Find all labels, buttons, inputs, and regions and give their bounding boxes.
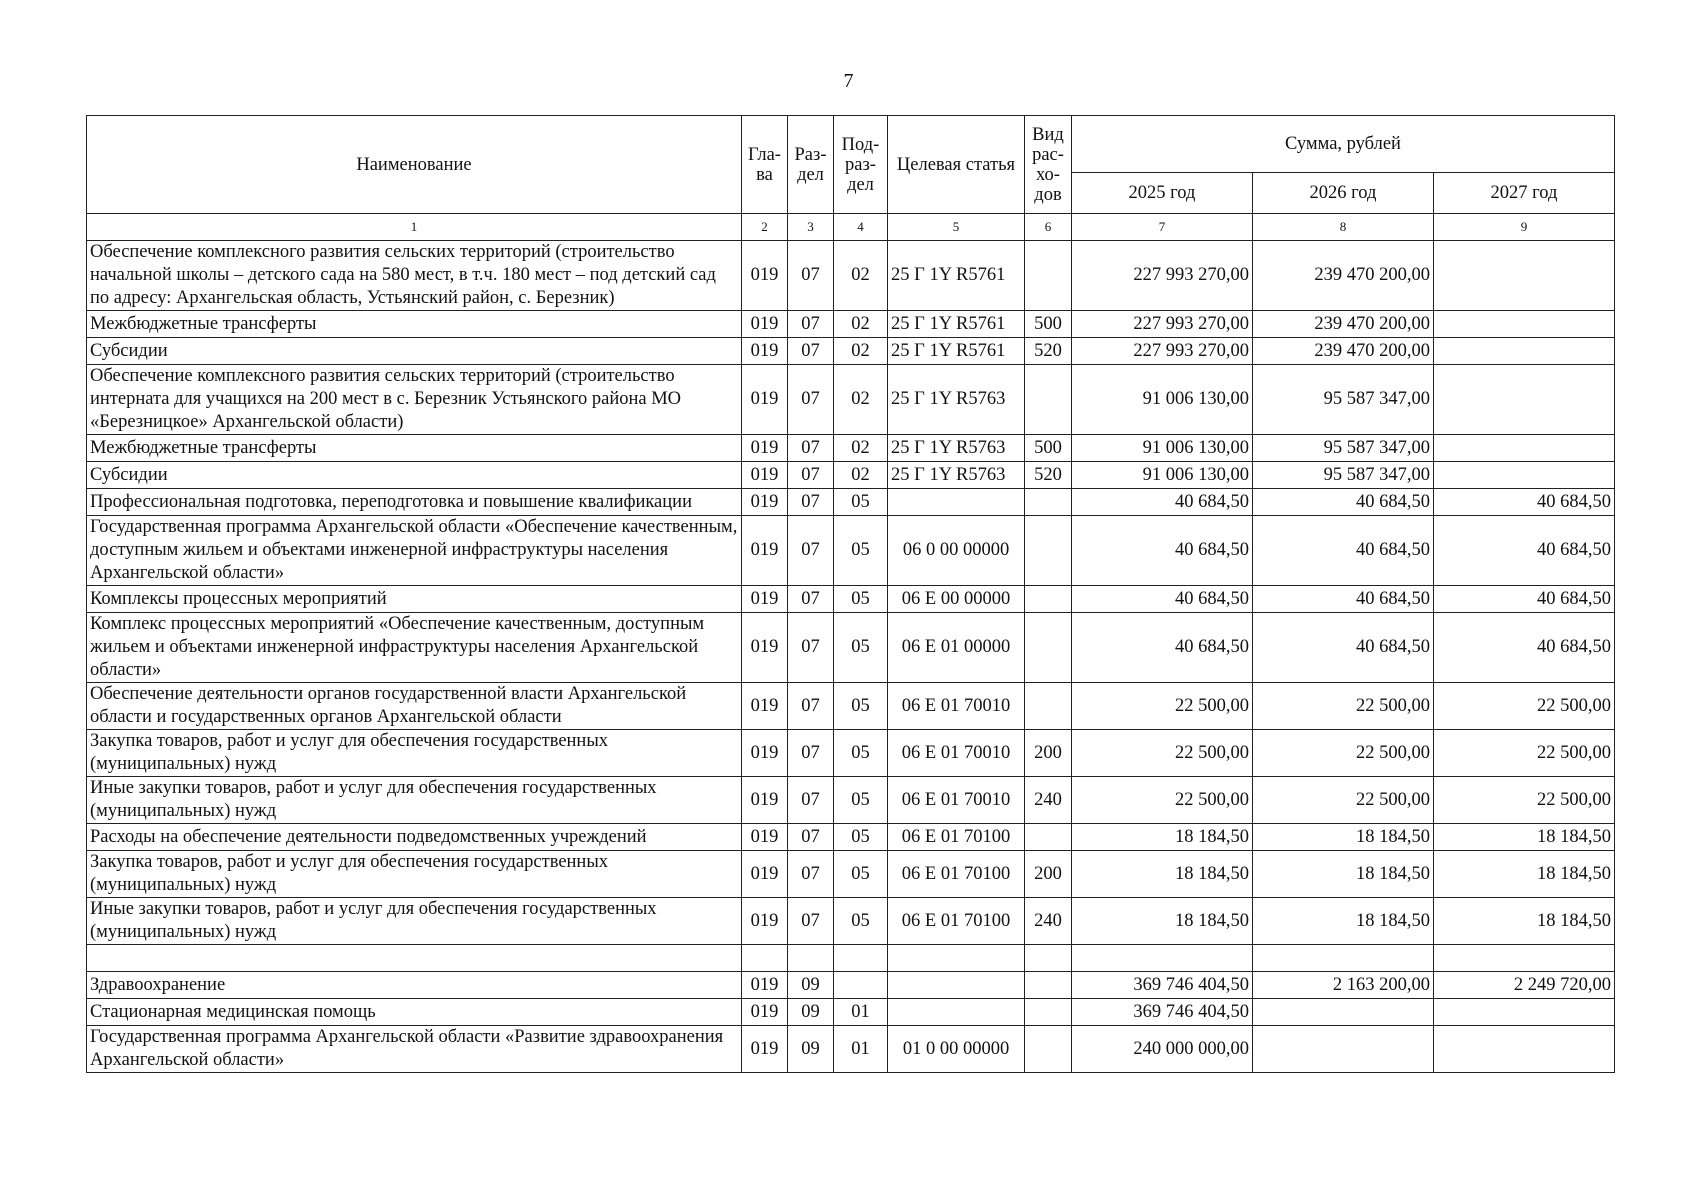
cell-sum-2026: 40 684,50 [1253,489,1434,516]
cell-chapter: 019 [742,462,788,489]
cell-section: 07 [788,462,834,489]
cell-sum-2027 [1434,311,1615,338]
cell-section: 09 [788,999,834,1026]
cell-sum-2027 [1434,999,1615,1026]
cell-sum-2026: 40 684,50 [1253,613,1434,683]
table-row [87,999,1615,1026]
table-row [87,613,1615,683]
header-section: Раз-дел [788,116,834,214]
cell-subsection: 01 [834,1026,888,1073]
cell-sum-2027: 18 184,50 [1434,898,1615,945]
cell-sum-2025: 91 006 130,00 [1072,462,1253,489]
cell-name: Стационарная медицинская помощь [87,999,742,1026]
cell-chapter: 019 [742,338,788,365]
cell-target-article: 06 Е 01 70100 [888,824,1025,851]
cell-sum-2025: 91 006 130,00 [1072,435,1253,462]
table-row [87,730,1615,777]
cell-sum-2025: 240 000 000,00 [1072,1026,1253,1073]
cell-sum-2027 [1434,241,1615,311]
cell-expense-type: 500 [1025,311,1072,338]
cell-sum-2025: 18 184,50 [1072,824,1253,851]
cell-section: 07 [788,683,834,730]
cell-section: 07 [788,489,834,516]
cell-expense-type [1025,489,1072,516]
cell-expense-type [1025,613,1072,683]
header-year-2025: 2025 год [1072,173,1253,214]
cell-target-article [888,489,1025,516]
cell-sum-2026: 18 184,50 [1253,898,1434,945]
cell-expense-type [1025,945,1072,972]
cell-target-article: 06 Е 01 70100 [888,851,1025,898]
cell-chapter: 019 [742,999,788,1026]
cell-sum-2026: 95 587 347,00 [1253,365,1434,435]
cell-sum-2026: 18 184,50 [1253,824,1434,851]
cell-expense-type [1025,365,1072,435]
cell-sum-2027: 22 500,00 [1434,777,1615,824]
cell-expense-type [1025,824,1072,851]
cell-sum-2027 [1434,462,1615,489]
cell-sum-2026 [1253,945,1434,972]
cell-name: Закупка товаров, работ и услуг для обеспечения государственных (муниципальных) нужд [87,730,742,777]
cell-sum-2027 [1434,1026,1615,1073]
cell-target-article: 25 Г 1Y R5763 [888,462,1025,489]
column-number: 3 [788,214,834,241]
budget-table [86,115,1615,1073]
table-row [87,898,1615,945]
header-expense-type: Вид рас-хо-дов [1025,116,1072,214]
cell-name: Здравоохранение [87,972,742,999]
cell-sum-2025: 40 684,50 [1072,489,1253,516]
cell-subsection: 02 [834,462,888,489]
cell-sum-2025: 369 746 404,50 [1072,999,1253,1026]
cell-sum-2026: 40 684,50 [1253,516,1434,586]
table-row [87,365,1615,435]
cell-sum-2026: 18 184,50 [1253,851,1434,898]
cell-section: 07 [788,338,834,365]
cell-sum-2025: 22 500,00 [1072,683,1253,730]
cell-sum-2026: 95 587 347,00 [1253,435,1434,462]
cell-chapter: 019 [742,613,788,683]
cell-section: 07 [788,435,834,462]
column-number: 4 [834,214,888,241]
cell-subsection [834,972,888,999]
cell-sum-2025: 369 746 404,50 [1072,972,1253,999]
cell-sum-2026: 40 684,50 [1253,586,1434,613]
cell-section: 07 [788,851,834,898]
cell-sum-2027 [1434,365,1615,435]
cell-chapter: 019 [742,898,788,945]
cell-sum-2025: 18 184,50 [1072,851,1253,898]
cell-name: Иные закупки товаров, работ и услуг для обеспечения государственных (муниципальных) нужд [87,777,742,824]
cell-subsection: 02 [834,241,888,311]
cell-expense-type: 200 [1025,851,1072,898]
cell-sum-2027 [1434,338,1615,365]
cell-expense-type: 200 [1025,730,1072,777]
cell-sum-2027: 22 500,00 [1434,683,1615,730]
cell-expense-type: 500 [1025,435,1072,462]
cell-target-article [888,999,1025,1026]
cell-subsection: 05 [834,516,888,586]
cell-sum-2026: 239 470 200,00 [1253,338,1434,365]
cell-section: 07 [788,365,834,435]
header-sum: Сумма, рублей [1072,116,1615,173]
cell-subsection: 02 [834,311,888,338]
cell-section: 07 [788,516,834,586]
cell-chapter: 019 [742,241,788,311]
cell-chapter: 019 [742,972,788,999]
cell-chapter: 019 [742,683,788,730]
cell-sum-2027 [1434,945,1615,972]
cell-chapter [742,945,788,972]
cell-chapter: 019 [742,777,788,824]
cell-sum-2025 [1072,945,1253,972]
cell-target-article: 06 Е 00 00000 [888,586,1025,613]
cell-section: 07 [788,730,834,777]
cell-section: 07 [788,824,834,851]
cell-target-article: 06 Е 01 70010 [888,730,1025,777]
cell-sum-2027: 18 184,50 [1434,851,1615,898]
table-row [87,945,1615,972]
cell-expense-type [1025,999,1072,1026]
cell-sum-2025: 227 993 270,00 [1072,241,1253,311]
cell-name [87,945,742,972]
cell-name: Профессиональная подготовка, переподготовка и повышение квалификации [87,489,742,516]
cell-section: 07 [788,586,834,613]
cell-sum-2025: 22 500,00 [1072,730,1253,777]
cell-sum-2026 [1253,1026,1434,1073]
table-row [87,824,1615,851]
table-row [87,489,1615,516]
cell-target-article: 01 0 00 00000 [888,1026,1025,1073]
cell-name: Обеспечение комплексного развития сельских территорий (строительство начальной школы – детского сада на 580 мест, в т.ч. 180 мест – под детский сад по адресу: Архангельская область, Устьянский район, с. Березник) [87,241,742,311]
cell-target-article: 06 Е 01 70010 [888,683,1025,730]
table-row [87,851,1615,898]
cell-name: Расходы на обеспечение деятельности подведомственных учреждений [87,824,742,851]
cell-name: Комплекс процессных мероприятий «Обеспечение качественным, доступным жильем и объектами инженерной инфраструктуры населения Архангельской области» [87,613,742,683]
cell-sum-2026: 2 163 200,00 [1253,972,1434,999]
cell-name: Иные закупки товаров, работ и услуг для обеспечения государственных (муниципальных) нужд [87,898,742,945]
cell-name: Межбюджетные трансферты [87,435,742,462]
cell-sum-2027: 18 184,50 [1434,824,1615,851]
cell-target-article [888,945,1025,972]
column-number: 7 [1072,214,1253,241]
column-number: 2 [742,214,788,241]
table-row [87,586,1615,613]
header-chapter: Гла-ва [742,116,788,214]
cell-expense-type: 520 [1025,462,1072,489]
cell-chapter: 019 [742,586,788,613]
cell-sum-2026 [1253,999,1434,1026]
table-row [87,462,1615,489]
cell-target-article [888,972,1025,999]
cell-sum-2026: 22 500,00 [1253,730,1434,777]
cell-expense-type [1025,516,1072,586]
cell-sum-2025: 22 500,00 [1072,777,1253,824]
cell-subsection: 05 [834,730,888,777]
cell-target-article: 25 Г 1Y R5761 [888,338,1025,365]
cell-sum-2025: 227 993 270,00 [1072,338,1253,365]
cell-expense-type: 240 [1025,777,1072,824]
cell-subsection [834,945,888,972]
cell-sum-2026: 239 470 200,00 [1253,241,1434,311]
cell-subsection: 02 [834,338,888,365]
cell-name: Закупка товаров, работ и услуг для обеспечения государственных (муниципальных) нужд [87,851,742,898]
cell-target-article: 06 Е 01 70010 [888,777,1025,824]
header-year-2026: 2026 год [1253,173,1434,214]
cell-subsection: 05 [834,489,888,516]
cell-sum-2025: 40 684,50 [1072,516,1253,586]
cell-sum-2026: 22 500,00 [1253,777,1434,824]
table-row [87,311,1615,338]
cell-chapter: 019 [742,435,788,462]
table-row [87,435,1615,462]
table-row [87,683,1615,730]
column-number-row [87,214,1615,241]
header-name: Наименование [87,116,742,214]
cell-section: 07 [788,311,834,338]
cell-section: 09 [788,972,834,999]
cell-sum-2027: 40 684,50 [1434,613,1615,683]
cell-name: Государственная программа Архангельской области «Развитие здравоохранения Архангельской области» [87,1026,742,1073]
table-row [87,338,1615,365]
cell-sum-2027: 2 249 720,00 [1434,972,1615,999]
cell-target-article: 25 Г 1Y R5763 [888,365,1025,435]
cell-subsection: 05 [834,586,888,613]
cell-expense-type: 520 [1025,338,1072,365]
cell-expense-type [1025,241,1072,311]
cell-sum-2027 [1434,435,1615,462]
column-number: 6 [1025,214,1072,241]
table-row [87,777,1615,824]
column-number: 8 [1253,214,1434,241]
table-row [87,516,1615,586]
cell-section [788,945,834,972]
cell-chapter: 019 [742,824,788,851]
cell-subsection: 05 [834,777,888,824]
header-target-article: Целевая статья [888,116,1025,214]
cell-name: Государственная программа Архангельской области «Обеспечение качественным, доступным жильем и объектами инженерной инфраструктуры населения Архангельской области» [87,516,742,586]
cell-subsection: 02 [834,365,888,435]
table-row [87,972,1615,999]
cell-expense-type [1025,586,1072,613]
cell-target-article: 06 0 00 00000 [888,516,1025,586]
cell-sum-2026: 239 470 200,00 [1253,311,1434,338]
cell-section: 09 [788,1026,834,1073]
cell-name: Комплексы процессных мероприятий [87,586,742,613]
cell-chapter: 019 [742,516,788,586]
cell-chapter: 019 [742,365,788,435]
cell-subsection: 05 [834,824,888,851]
column-number: 5 [888,214,1025,241]
cell-sum-2027: 40 684,50 [1434,586,1615,613]
cell-sum-2025: 18 184,50 [1072,898,1253,945]
cell-section: 07 [788,898,834,945]
cell-sum-2025: 91 006 130,00 [1072,365,1253,435]
cell-sum-2025: 40 684,50 [1072,613,1253,683]
cell-name: Субсидии [87,462,742,489]
cell-expense-type [1025,1026,1072,1073]
cell-chapter: 019 [742,851,788,898]
column-number: 9 [1434,214,1615,241]
cell-subsection: 05 [834,683,888,730]
cell-chapter: 019 [742,311,788,338]
cell-name: Обеспечение комплексного развития сельских территорий (строительство интерната для учащихся на 200 мест в с. Березник Устьянского района МО «Березницкое» Архангельской области) [87,365,742,435]
header-year-2027: 2027 год [1434,173,1615,214]
cell-target-article: 06 Е 01 70100 [888,898,1025,945]
cell-subsection: 01 [834,999,888,1026]
cell-expense-type: 240 [1025,898,1072,945]
cell-subsection: 02 [834,435,888,462]
cell-chapter: 019 [742,489,788,516]
cell-target-article: 06 Е 01 00000 [888,613,1025,683]
cell-sum-2027: 40 684,50 [1434,489,1615,516]
table-row [87,1026,1615,1073]
cell-expense-type [1025,683,1072,730]
cell-chapter: 019 [742,730,788,777]
cell-sum-2027: 40 684,50 [1434,516,1615,586]
cell-target-article: 25 Г 1Y R5763 [888,435,1025,462]
cell-subsection: 05 [834,898,888,945]
cell-sum-2025: 40 684,50 [1072,586,1253,613]
cell-section: 07 [788,613,834,683]
cell-target-article: 25 Г 1Y R5761 [888,311,1025,338]
cell-chapter: 019 [742,1026,788,1073]
cell-subsection: 05 [834,851,888,898]
cell-sum-2027: 22 500,00 [1434,730,1615,777]
table-row [87,241,1615,311]
page-number: 7 [843,70,854,92]
cell-name: Субсидии [87,338,742,365]
header-subsection: Под-раз-дел [834,116,888,214]
cell-expense-type [1025,972,1072,999]
cell-section: 07 [788,777,834,824]
cell-name: Межбюджетные трансферты [87,311,742,338]
column-number: 1 [87,214,742,241]
cell-sum-2026: 95 587 347,00 [1253,462,1434,489]
cell-section: 07 [788,241,834,311]
cell-subsection: 05 [834,613,888,683]
cell-sum-2025: 227 993 270,00 [1072,311,1253,338]
cell-target-article: 25 Г 1Y R5761 [888,241,1025,311]
cell-sum-2026: 22 500,00 [1253,683,1434,730]
cell-name: Обеспечение деятельности органов государственной власти Архангельской области и государственных органов Архангельской области [87,683,742,730]
